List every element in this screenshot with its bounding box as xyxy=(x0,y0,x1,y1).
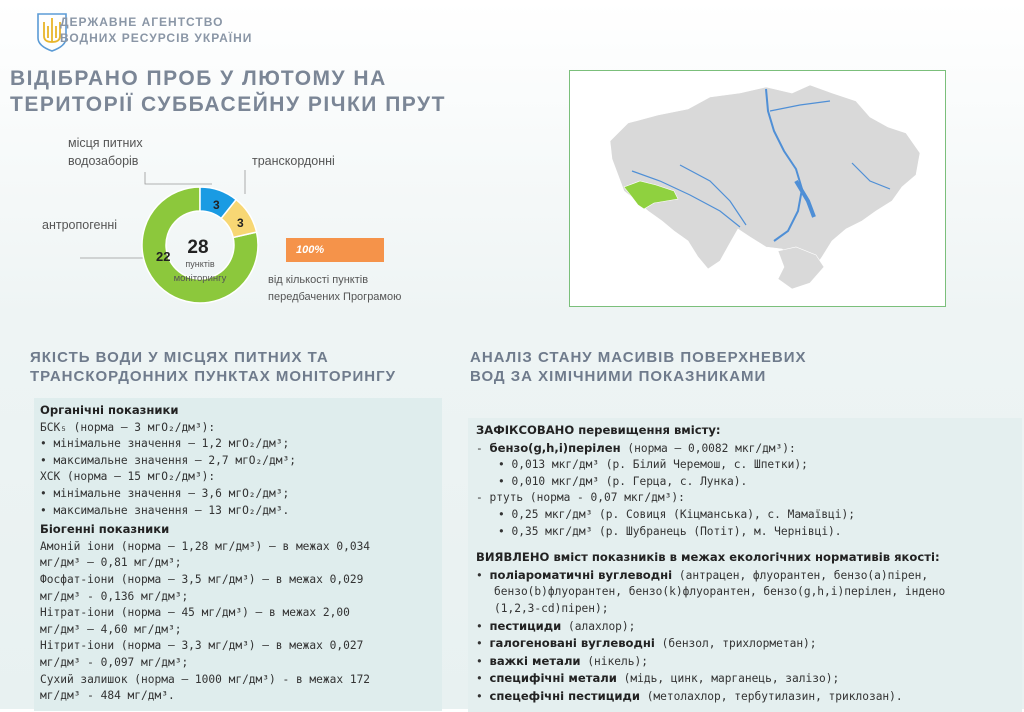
pest-rest: (алахлор); xyxy=(568,619,636,633)
label-transboundary: транскордонні xyxy=(252,154,335,168)
hsk-max-text: максимальне значення – 13 мгО₂/дм³. xyxy=(53,503,290,517)
phosphate-2: мг/дм³ - 0,136 мг/дм³; xyxy=(40,589,189,603)
label-drinking-line1: місця питних xyxy=(68,136,143,150)
pah-item: • поліароматичні вуглеводні (антрацен, флуорантен, бензо(а)пірен, xyxy=(476,567,929,582)
mercury-value-1-text: 0,25 мкг/дм³ (р. Совиця (Кіцманська), с. Мамаївці); xyxy=(511,507,855,521)
hsk-min-text: мінімальне значення – 3,6 мгО₂/дм³; xyxy=(53,486,290,500)
mercury-item: - ртуть (норма - 0,07 мкг/дм³): xyxy=(476,491,685,505)
right-section-heading xyxy=(470,348,807,386)
nitrite-2: мг/дм³ - 0,097 мг/дм³; xyxy=(40,655,189,669)
mercury-text: ртуть (норма - 0,07 мкг/дм³): xyxy=(489,491,685,505)
label-drinking-line2: водозаборів xyxy=(68,154,139,168)
hsk-main: ХСК (норма – 15 мгО₂/дм³): xyxy=(40,470,216,484)
donut-total-sub1: пунктів xyxy=(185,259,215,269)
benzo-item: - бензо(g,h,i)перілен (норма – 0,0082 мкг/дм³): xyxy=(476,440,796,455)
mercury-value-1: • 0,25 мкг/дм³ (р. Совиця (Кіцманська), с. Мамаївці); xyxy=(498,507,855,521)
donut-chart xyxy=(140,185,260,305)
benzo-value-2: • 0,010 мкг/дм³ (р. Герца, с. Лунка). xyxy=(498,474,748,488)
agency-line2: ВОДНИХ РЕСУРСІВ УКРАЇНИ xyxy=(60,31,253,45)
donut-total: 28 xyxy=(187,237,209,258)
left-heading-line1: ЯКІСТЬ ВОДИ У МІСЦЯХ ПИТНИХ ТА xyxy=(30,349,329,366)
benzo-value-1-text: 0,013 мкг/дм³ (р. Білий Черемош, с. Шпетки); xyxy=(511,458,808,472)
benzo-name: бензо(g,h,i)перілен xyxy=(489,440,621,455)
donut-value-transboundary: 3 xyxy=(237,216,244,230)
coverage-caption-line1: від кількості пунктів xyxy=(268,274,369,286)
bsk-main: БСК₅ (норма – 3 мгО₂/дм³): xyxy=(40,420,216,434)
specmet-item: • специфічні метали (мідь, цинк, марганець, залізо); xyxy=(476,671,840,686)
left-section-heading xyxy=(30,348,396,386)
residue-2: мг/дм³ - 484 мг/дм³. xyxy=(40,689,175,703)
pah-name: поліароматичні вуглеводні xyxy=(489,567,673,582)
found-title: ВИЯВЛЕНО вміст показників в межах екологічних нормативів якості: xyxy=(476,550,940,565)
benzo-value-2-text: 0,010 мкг/дм³ (р. Герца, с. Лунка). xyxy=(511,474,748,488)
hsk-max: • максимальне значення – 13 мгО₂/дм³. xyxy=(40,503,290,517)
right-analysis-panel xyxy=(468,418,1022,712)
ukraine-map xyxy=(569,70,946,307)
pest-name: пестициди xyxy=(489,618,562,633)
pah-rest3: (1,2,3-cd)пірен); xyxy=(494,601,609,615)
page-title-line1: ВІДІБРАНО ПРОБ У ЛЮТОМУ НА xyxy=(10,67,387,90)
specmet-rest: (мідь, цинк, марганець, залізо); xyxy=(623,672,840,686)
heavy-rest: (нікель); xyxy=(587,654,648,668)
coverage-bar xyxy=(286,238,384,262)
phosphate-1: Фосфат-іони (норма – 3,5 мг/дм³) – в межах 0,029 xyxy=(40,572,364,586)
specmet-name: специфічні метали xyxy=(489,671,617,686)
coverage-caption xyxy=(268,272,401,306)
bsk-max-text: максимальне значення – 2,7 мгО₂/дм³; xyxy=(53,453,296,467)
donut-value-drinking: 3 xyxy=(213,198,220,212)
pah-rest2: бензо(b)флуорантен, бензо(k)флуорантен, бензо(g,h,i)перілен, індено xyxy=(494,585,946,599)
biogenic-title: Біогенні показники xyxy=(40,522,170,537)
donut-total-sub2: моніторингу xyxy=(173,273,227,284)
ammonium-2: мг/дм³ – 0,81 мг/дм³; xyxy=(40,556,182,570)
specpest-name: спецефічні пестициди xyxy=(489,688,640,703)
bsk-max: • максимальне значення – 2,7 мгО₂/дм³; xyxy=(40,453,296,467)
pah-rest1: (антрацен, флуорантен, бензо(а)пірен, xyxy=(678,568,929,582)
page-title-line2: ТЕРИТОРІЇ СУББАСЕЙНУ РІЧКИ ПРУТ xyxy=(10,93,446,116)
ukraine-map-svg xyxy=(570,71,945,306)
specpest-rest: (метолахлор, тербутилазин, триклозан). xyxy=(646,689,903,703)
nitrate-1: Нітрат-іони (норма – 45 мг/дм³) – в межах 2,00 xyxy=(40,606,350,620)
pest-item: • пестициди (алахлор); xyxy=(476,618,636,633)
right-heading-line1: АНАЛІЗ СТАНУ МАСИВІВ ПОВЕРХНЕВИХ xyxy=(470,349,807,366)
organic-title: Органічні показники xyxy=(40,403,179,417)
mercury-value-2-text: 0,35 мкг/дм³ (р. Шубранець (Потіт), м. Чернівці). xyxy=(511,524,842,538)
nitrite-1: Нітрит-іони (норма – 3,3 мг/дм³) – в межах 0,027 xyxy=(40,639,364,653)
benzo-value-1: • 0,013 мкг/дм³ (р. Білий Черемош, с. Шпетки); xyxy=(498,458,808,472)
exceed-title: ЗАФІКСОВАНО перевищення вмісту: xyxy=(476,423,721,437)
heavy-item: • важкі метали (нікель); xyxy=(476,653,648,668)
hsk-min: • мінімальне значення – 3,6 мгО₂/дм³; xyxy=(40,486,290,500)
right-heading-line2: ВОД ЗА ХІМІЧНИМИ ПОКАЗНИКАМИ xyxy=(470,368,767,385)
left-heading-line2: ТРАНСКОРДОННИХ ПУНКТАХ МОНІТОРИНГУ xyxy=(30,368,396,385)
label-anthropogenic: антропогенні xyxy=(42,218,118,232)
bsk-min-text: мінімальне значення – 1,2 мгО₂/дм³; xyxy=(53,437,290,451)
agency-line1: ДЕРЖАВНЕ АГЕНТСТВО xyxy=(60,15,224,29)
heavy-name: важкі метали xyxy=(489,653,581,668)
halo-item: • галогеновані вуглеводні (бензол, трихлорметан); xyxy=(476,636,817,651)
coverage-percent: 100% xyxy=(296,244,325,256)
donut-value-anthropogenic: 22 xyxy=(156,249,171,264)
nitrate-2: мг/дм³ – 4,60 мг/дм³; xyxy=(40,622,182,636)
benzo-norm: (норма – 0,0082 мкг/дм³): xyxy=(627,441,796,455)
mercury-value-2: • 0,35 мкг/дм³ (р. Шубранець (Потіт), м. Чернівці). xyxy=(498,524,842,538)
ammonium-1: Амоній іони (норма – 1,28 мг/дм³) – в межах 0,034 xyxy=(40,539,371,553)
left-indicators-panel xyxy=(34,398,442,711)
halo-rest: (бензол, трихлорметан); xyxy=(661,637,817,651)
specpest-item: • спецефічні пестициди (метолахлор, тербутилазин, триклозан). xyxy=(476,688,903,703)
bsk-min: • мінімальне значення – 1,2 мгО₂/дм³; xyxy=(40,437,290,451)
halo-name: галогеновані вуглеводні xyxy=(489,636,655,651)
residue-1: Сухий залишок (норма – 1000 мг/дм³) - в межах 172 xyxy=(40,672,371,686)
coverage-caption-line2: передбачених Програмою xyxy=(268,291,402,303)
